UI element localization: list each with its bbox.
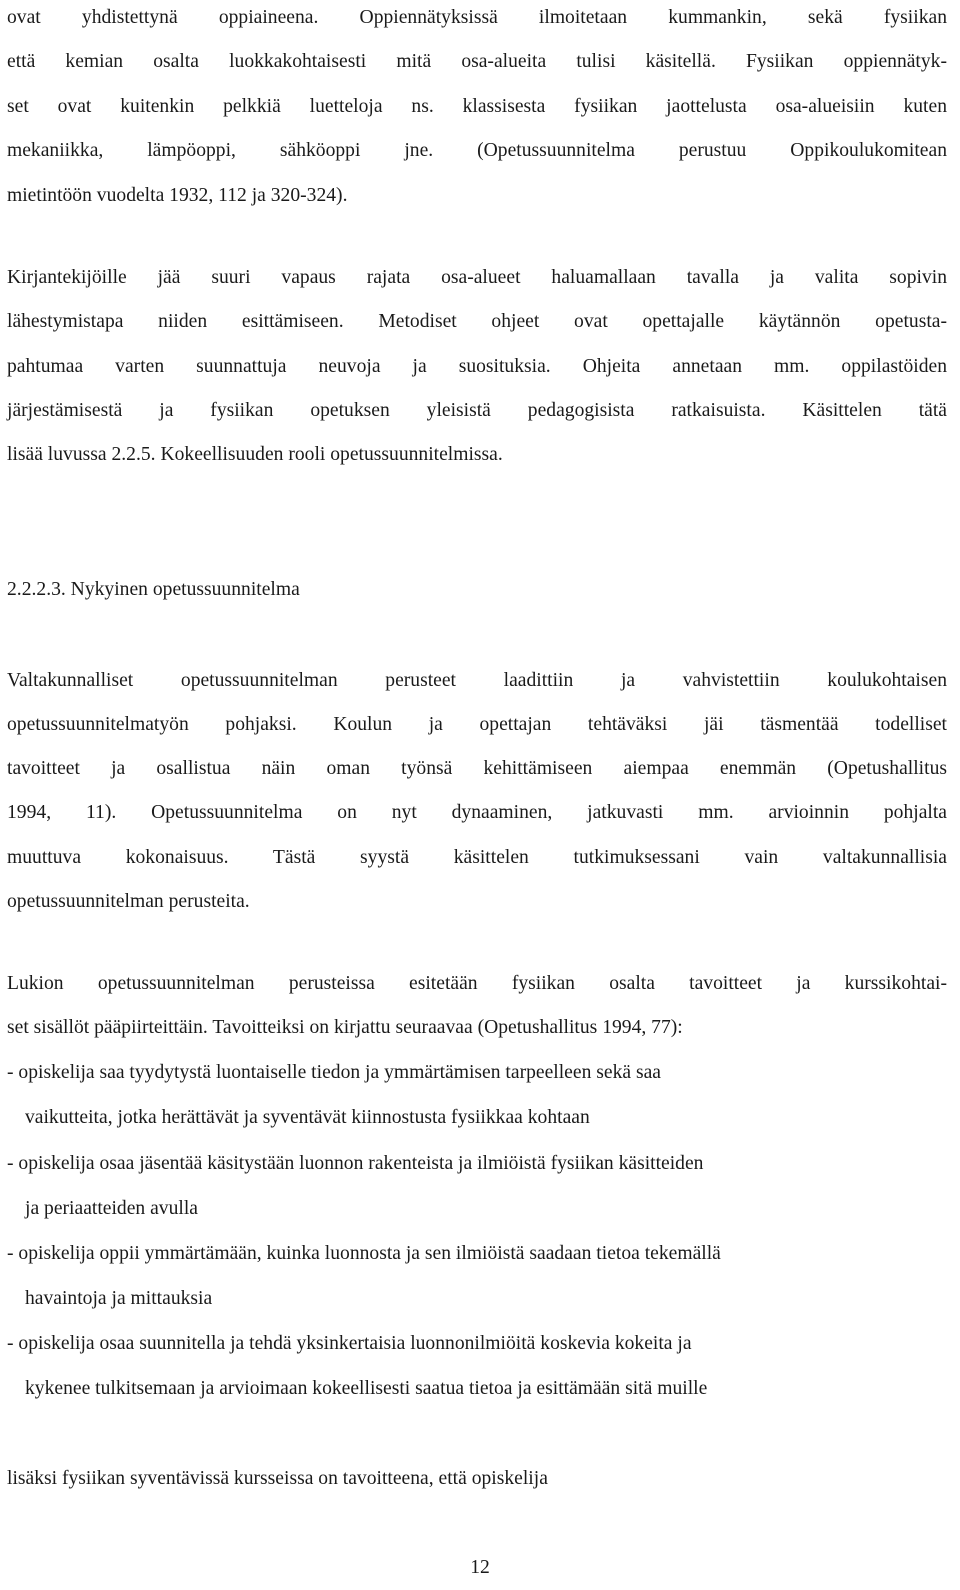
list-item-line: kykenee tulkitsemaan ja arvioimaan kokeellisesti saatua tietoa ja esittämään sitä muille — [25, 1378, 708, 1399]
list-item-line: havaintoja ja mittauksia — [25, 1288, 213, 1309]
text-line: pahtumaa varten suunnattuja neuvoja ja suosituksia. Ohjeita annetaan mm. oppilastöiden — [7, 356, 947, 377]
text-line: Kirjantekijöille jää suuri vapaus rajata osa-alueet haluamallaan tavalla ja valita sopivin — [7, 267, 947, 288]
text-line: ovat yhdistettynä oppiaineena. Oppiennätyksissä ilmoitetaan kummankin, sekä fysiikan — [7, 7, 947, 28]
text-line: että kemian osalta luokkakohtaisesti mitä osa-alueita tulisi käsitellä. Fysiikan oppiennätyk- — [7, 51, 947, 72]
text-line: lähestymistapa niiden esittämiseen. Metodiset ohjeet ovat opettajalle käytännön opetusta- — [7, 311, 947, 332]
list-item-line: - opiskelija oppii ymmärtämään, kuinka luonnosta ja sen ilmiöistä saadaan tietoa tekemällä — [7, 1243, 721, 1264]
text-line: opetussuunnitelman perusteita. — [7, 891, 250, 912]
list-item-line: ja periaatteiden avulla — [25, 1198, 198, 1219]
text-line: lisää luvussa 2.2.5. Kokeellisuuden rooli opetussuunnitelmissa. — [7, 444, 503, 465]
text-line: 1994, 11). Opetussuunnitelma on nyt dynaaminen, jatkuvasti mm. arvioinnin pohjalta — [7, 802, 947, 823]
list-item-line: - opiskelija osaa suunnitella ja tehdä yksinkertaisia luonnonilmiöitä koskevia kokeita ja — [7, 1333, 692, 1354]
list-item-line: vaikutteita, jotka herättävät ja syventävät kiinnostusta fysiikkaa kohtaan — [25, 1107, 590, 1128]
text-line: set sisällöt pääpiirteittäin. Tavoitteiksi on kirjattu seuraavaa (Opetushallitus 1994, 77): — [7, 1017, 683, 1038]
text-line: mekaniikka, lämpöoppi, sähköoppi jne. (Opetussuunnitelma perustuu Oppikoulukomitean — [7, 140, 947, 161]
page-number: 12 — [470, 1557, 490, 1578]
text-line: lisäksi fysiikan syventävissä kursseissa on tavoitteena, että opiskelija — [7, 1468, 548, 1489]
text-line: set ovat kuitenkin pelkkiä luetteloja ns. klassisesta fysiikan jaottelusta osa-alueisiin kuten — [7, 96, 947, 117]
text-line: Lukion opetussuunnitelman perusteissa esitetään fysiikan osalta tavoitteet ja kurssikohtai- — [7, 973, 947, 994]
list-item-line: - opiskelija saa tyydytystä luontaiselle tiedon ja ymmärtämisen tarpeelleen sekä saa — [7, 1062, 661, 1083]
list-item-line: - opiskelija osaa jäsentää käsitystään luonnon rakenteista ja ilmiöistä fysiikan käsitteiden — [7, 1153, 704, 1174]
section-heading: 2.2.2.3. Nykyinen opetussuunnitelma — [7, 579, 300, 600]
text-line: tavoitteet ja osallistua näin oman työnsä kehittämiseen aiempaa enemmän (Opetushallitus — [7, 758, 947, 779]
text-line: muuttuva kokonaisuus. Tästä syystä käsittelen tutkimuksessani vain valtakunnallisia — [7, 847, 947, 868]
text-line: opetussuunnitelmatyön pohjaksi. Koulun ja opettajan tehtäväksi jäi täsmentää todelliset — [7, 714, 947, 735]
text-line: mietintöön vuodelta 1932, 112 ja 320-324). — [7, 185, 348, 206]
text-line: järjestämisestä ja fysiikan opetuksen yleisistä pedagogisista ratkaisuista. Käsittelen tätä — [7, 400, 947, 421]
text-line: Valtakunnalliset opetussuunnitelman perusteet laadittiin ja vahvistettiin koulukohtaisen — [7, 670, 947, 691]
